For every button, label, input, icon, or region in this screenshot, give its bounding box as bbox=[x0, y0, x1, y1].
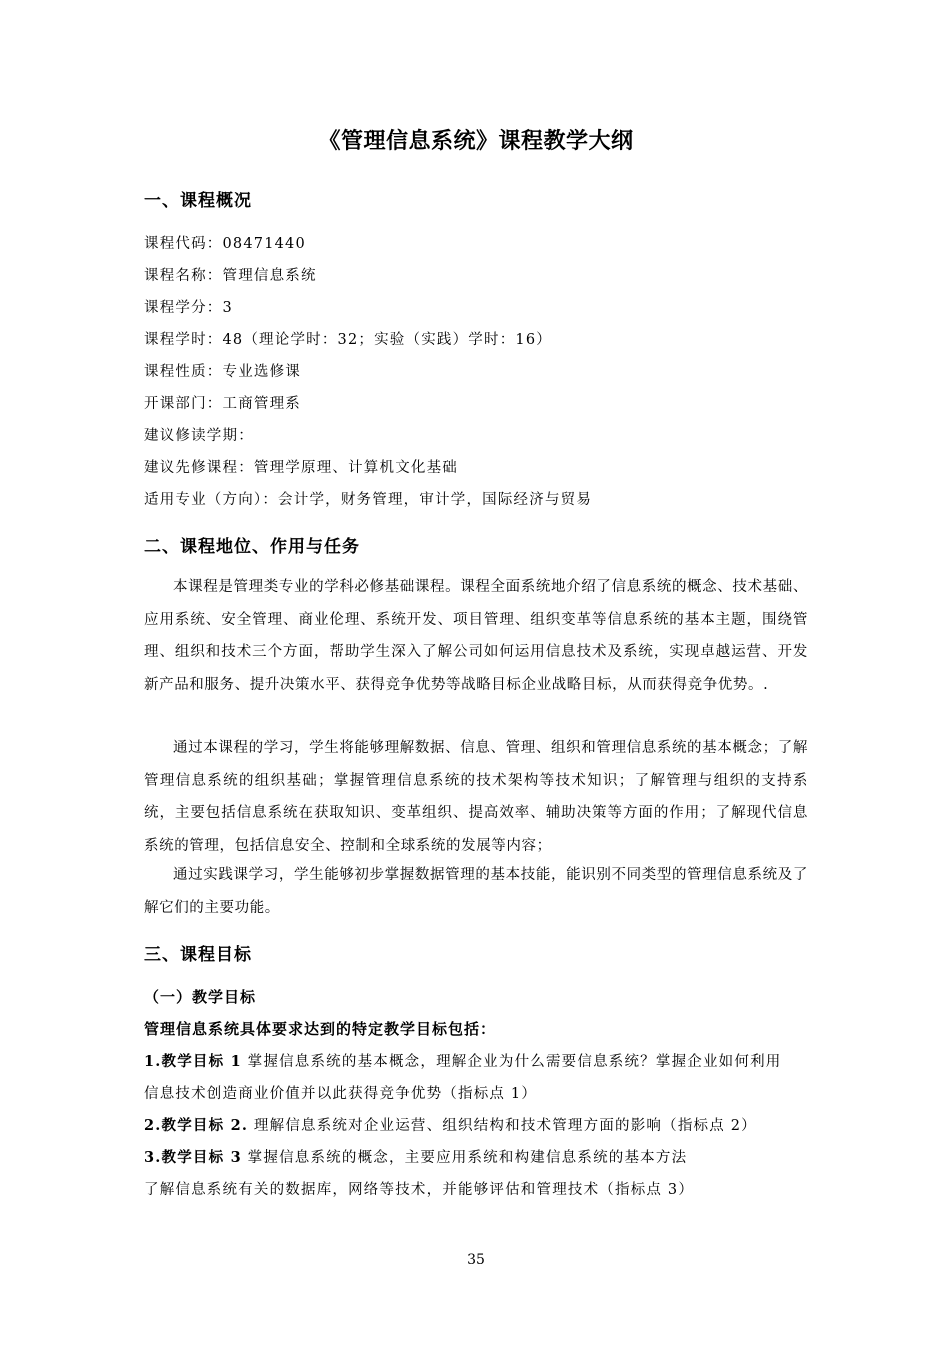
section1-heading: 一、课程概况 bbox=[144, 191, 252, 211]
course-nature: 课程性质：专业选修课 bbox=[144, 364, 301, 380]
section2-paragraph-2: 通过本课程的学习，学生将能够理解数据、信息、管理、组织和管理信息系统的基本概念；了解管理信息系统的组织基础；掌握管理信息系统的技术架构等技术知识；了解管理与组织的支持系统，主要包括信息系统在获取知识、变革组织、提高效率、辅助决策等方面的作用；了解现代信息系统的管理，包括信息安全、控制和全球系统的发展等内容； bbox=[144, 740, 808, 854]
page-number: 35 bbox=[467, 1252, 485, 1268]
goal-3-label: 3.教学目标 3 bbox=[144, 1149, 242, 1166]
course-name: 课程名称：管理信息系统 bbox=[144, 268, 317, 284]
goal-3-line-1 bbox=[144, 1146, 687, 1167]
course-hours: 课程学时：48（理论学时：32；实验（实践）学时：16） bbox=[144, 332, 552, 348]
course-semester: 建议修读学期： bbox=[144, 428, 254, 444]
section2-heading: 二、课程地位、作用与任务 bbox=[144, 537, 360, 557]
goal-1-label: 1.教学目标 1 bbox=[144, 1053, 242, 1070]
course-department: 开课部门：工商管理系 bbox=[144, 396, 301, 412]
course-code: 课程代码：08471440 bbox=[144, 236, 306, 252]
goal-3-text: 掌握信息系统的概念，主要应用系统和构建信息系统的基本方法 bbox=[241, 1150, 688, 1166]
goal-1-line-2: 信息技术创造商业价值并以此获得竞争优势（指标点 1） bbox=[144, 1086, 538, 1102]
goal-1-text: 掌握信息系统的基本概念，理解企业为什么需要信息系统？掌握企业如何利用 bbox=[241, 1054, 782, 1070]
course-prerequisites: 建议先修课程：管理学原理、计算机文化基础 bbox=[144, 460, 458, 476]
goal-2-label: 2.教学目标 2. bbox=[144, 1117, 249, 1134]
course-credit: 课程学分：3 bbox=[144, 300, 233, 316]
goal-1-line-1 bbox=[144, 1050, 781, 1071]
course-majors: 适用专业（方向）：会计学，财务管理，审计学，国际经济与贸易 bbox=[144, 492, 593, 508]
section3-heading: 三、课程目标 bbox=[144, 945, 252, 965]
goal-2-line bbox=[144, 1114, 757, 1135]
teaching-goals-subheading: （一）教学目标 bbox=[144, 988, 257, 1006]
goal-3-line-2: 了解信息系统有关的数据库，网络等技术，并能够评估和管理技术（指标点 3） bbox=[144, 1182, 695, 1198]
goal-2-text: 理解信息系统对企业运营、组织结构和技术管理方面的影响（指标点 2） bbox=[248, 1118, 757, 1134]
teaching-goals-intro: 管理信息系统具体要求达到的特定教学目标包括： bbox=[144, 1020, 497, 1038]
section2-paragraph-1: 本课程是管理类专业的学科必修基础课程。课程全面系统地介绍了信息系统的概念、技术基础、应用系统、安全管理、商业伦理、系统开发、项目管理、组织变革等信息系统的基本主题，围绕管理、组织和技术三个方面，帮助学生深入了解公司如何运用信息技术及系统，实现卓越运营、开发新产品和服务、提升决策水平、获得竞争优势等战略目标企业战略目标，从而获得竞争优势。. bbox=[144, 579, 808, 693]
document-title: 《管理信息系统》课程教学大纲 bbox=[318, 128, 634, 154]
section2-paragraph-3: 通过实践课学习，学生能够初步掌握数据管理的基本技能，能识别不同类型的管理信息系统及了解它们的主要功能。 bbox=[144, 867, 808, 916]
